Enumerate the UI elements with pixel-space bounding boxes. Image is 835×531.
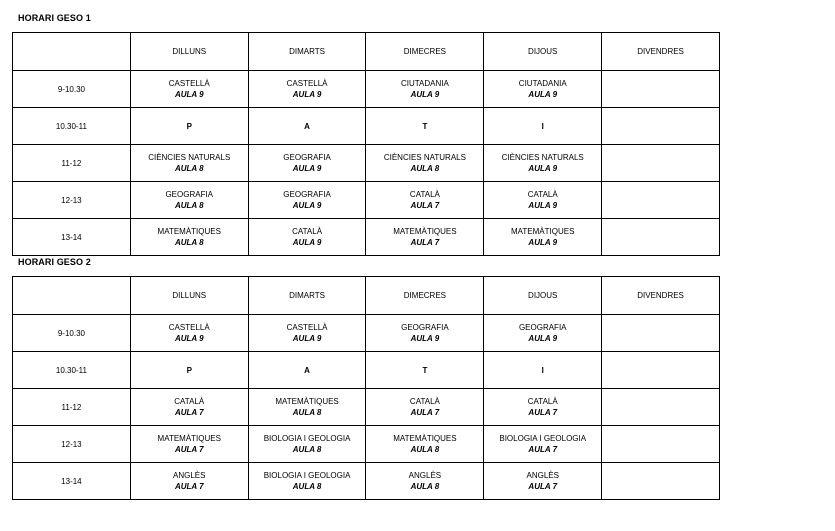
room-label: AULA 9 (174, 90, 204, 99)
time-slot: 10.30-11 (13, 108, 131, 145)
corner-cell (13, 277, 131, 315)
room-label: AULA 8 (292, 445, 322, 454)
room-label: AULA 9 (174, 334, 204, 343)
class-cell (602, 426, 720, 463)
time-slot: 13-14 (13, 219, 131, 256)
break-letter: T (366, 352, 484, 389)
day-header: DIVENDRES (602, 277, 720, 315)
table-row (13, 389, 720, 426)
subject-name: ANGLÈS (408, 471, 442, 480)
day-header: DIMARTS (248, 277, 366, 315)
subject-name: CASTELLÀ (286, 79, 328, 88)
room-label: AULA 7 (410, 238, 440, 247)
subject-name: CATALÀ (174, 397, 205, 406)
schedule-title: HORARI GESO 1 (18, 13, 91, 23)
time-slot: 12-13 (13, 182, 131, 219)
corner-cell (13, 33, 131, 71)
break-letter (602, 352, 720, 389)
room-label: AULA 9 (292, 201, 322, 210)
room-label: AULA 9 (292, 90, 322, 99)
subject-name: GEOGRAFIA (283, 190, 331, 199)
class-cell (130, 219, 248, 256)
room-label: AULA 7 (174, 408, 204, 417)
break-letter: I (484, 108, 602, 145)
subject-name: CASTELLÀ (168, 79, 210, 88)
class-cell (248, 219, 366, 256)
class-cell (366, 426, 484, 463)
subject-name: BIOLOGIA I GEOLOGIA (263, 471, 351, 480)
room-label: AULA 7 (528, 445, 558, 454)
break-letter: T (366, 108, 484, 145)
break-letter (602, 108, 720, 145)
class-cell (248, 426, 366, 463)
schedule-table (12, 32, 720, 256)
class-cell (602, 219, 720, 256)
subject-name: GEOGRAFIA (283, 153, 331, 162)
room-label: AULA 9 (292, 164, 322, 173)
room-label: AULA 7 (528, 408, 558, 417)
room-label: AULA 7 (528, 482, 558, 491)
class-cell (602, 463, 720, 500)
subject-name: ANGLÈS (173, 471, 206, 480)
day-header: DIMECRES (366, 277, 484, 315)
subject-name: MATEMÀTIQUES (275, 397, 339, 406)
room-label: AULA 8 (410, 164, 440, 173)
time-slot: 11-12 (13, 145, 131, 182)
subject-name: CIUTADANIA (518, 79, 567, 88)
class-cell (130, 389, 248, 426)
class-cell (366, 219, 484, 256)
room-label: AULA 8 (410, 445, 440, 454)
table-row (13, 108, 720, 145)
class-cell (484, 219, 602, 256)
room-label: AULA 9 (528, 201, 558, 210)
class-cell (248, 463, 366, 500)
day-header: DIVENDRES (602, 33, 720, 71)
class-cell (130, 182, 248, 219)
day-header: DIJOUS (484, 277, 602, 315)
room-label: AULA 9 (292, 238, 322, 247)
subject-name: CASTELLÀ (168, 323, 210, 332)
class-cell (366, 182, 484, 219)
day-header: DILLUNS (130, 277, 248, 315)
class-cell (366, 315, 484, 352)
break-letter: I (484, 352, 602, 389)
subject-name: CIUTADANIA (400, 79, 449, 88)
day-header: DIMECRES (366, 33, 484, 71)
subject-name: CATALÀ (409, 190, 440, 199)
room-label: AULA 8 (410, 482, 440, 491)
break-letter: P (130, 108, 248, 145)
class-cell (366, 389, 484, 426)
time-slot: 11-12 (13, 389, 131, 426)
room-label: AULA 7 (174, 445, 204, 454)
subject-name: CIÈNCIES NATURALS (148, 153, 231, 162)
header-row (13, 277, 720, 315)
subject-name: MATEMÀTIQUES (393, 434, 457, 443)
subject-name: CATALÀ (409, 397, 440, 406)
subject-name: CASTELLÀ (286, 323, 328, 332)
subject-name: BIOLOGIA I GEOLOGIA (263, 434, 351, 443)
subject-name: CATALÀ (527, 190, 558, 199)
subject-name: MATEMÀTIQUES (157, 434, 221, 443)
room-label: AULA 7 (410, 408, 440, 417)
schedule-table (12, 276, 720, 500)
subject-name: CATALÀ (527, 397, 558, 406)
time-slot: 9-10.30 (13, 315, 131, 352)
subject-name: GEOGRAFIA (518, 323, 567, 332)
table-row (13, 315, 720, 352)
class-cell (484, 426, 602, 463)
class-cell (484, 182, 602, 219)
room-label: AULA 9 (410, 90, 440, 99)
room-label: AULA 7 (174, 482, 204, 491)
table-row (13, 352, 720, 389)
class-cell (366, 145, 484, 182)
class-cell (484, 71, 602, 108)
class-cell (248, 71, 366, 108)
room-label: AULA 9 (528, 334, 558, 343)
room-label: AULA 9 (528, 90, 558, 99)
class-cell (248, 315, 366, 352)
subject-name: CATALÀ (292, 227, 323, 236)
subject-name: BIOLOGIA I GEOLOGIA (499, 434, 587, 443)
class-cell (130, 426, 248, 463)
class-cell (602, 315, 720, 352)
day-header: DIMARTS (248, 33, 366, 71)
class-cell (366, 71, 484, 108)
class-cell (602, 389, 720, 426)
table-row (13, 71, 720, 108)
room-label: AULA 7 (410, 201, 440, 210)
class-cell (484, 145, 602, 182)
table-row (13, 219, 720, 256)
room-label: AULA 9 (528, 164, 558, 173)
room-label: AULA 8 (292, 408, 322, 417)
class-cell (366, 463, 484, 500)
class-cell (602, 71, 720, 108)
subject-name: CIÈNCIES NATURALS (383, 153, 466, 162)
class-cell (130, 463, 248, 500)
time-slot: 10.30-11 (13, 352, 131, 389)
subject-name: GEOGRAFIA (401, 323, 449, 332)
room-label: AULA 9 (292, 334, 322, 343)
subject-name: CIÈNCIES NATURALS (501, 153, 584, 162)
table-row (13, 145, 720, 182)
table-row (13, 426, 720, 463)
class-cell (248, 389, 366, 426)
class-cell (602, 182, 720, 219)
table-row (13, 463, 720, 500)
room-label: AULA 8 (292, 482, 322, 491)
room-label: AULA 9 (410, 334, 440, 343)
room-label: AULA 8 (174, 201, 204, 210)
class-cell (248, 145, 366, 182)
break-letter: A (248, 108, 366, 145)
schedule-title: HORARI GESO 2 (18, 257, 91, 267)
class-cell (484, 463, 602, 500)
subject-name: MATEMÀTIQUES (511, 227, 575, 236)
room-label: AULA 8 (174, 238, 204, 247)
class-cell (130, 71, 248, 108)
subject-name: MATEMÀTIQUES (393, 227, 457, 236)
class-cell (602, 145, 720, 182)
day-header: DIJOUS (484, 33, 602, 71)
time-slot: 9-10.30 (13, 71, 131, 108)
time-slot: 13-14 (13, 463, 131, 500)
class-cell (484, 315, 602, 352)
time-slot: 12-13 (13, 426, 131, 463)
day-header: DILLUNS (130, 33, 248, 71)
table-row (13, 182, 720, 219)
subject-name: ANGLÈS (526, 471, 559, 480)
break-letter: P (130, 352, 248, 389)
break-letter: A (248, 352, 366, 389)
room-label: AULA 8 (174, 164, 204, 173)
class-cell (248, 182, 366, 219)
class-cell (130, 145, 248, 182)
header-row (13, 33, 720, 71)
room-label: AULA 9 (528, 238, 558, 247)
class-cell (484, 389, 602, 426)
class-cell (130, 315, 248, 352)
subject-name: MATEMÀTIQUES (157, 227, 221, 236)
subject-name: GEOGRAFIA (165, 190, 214, 199)
